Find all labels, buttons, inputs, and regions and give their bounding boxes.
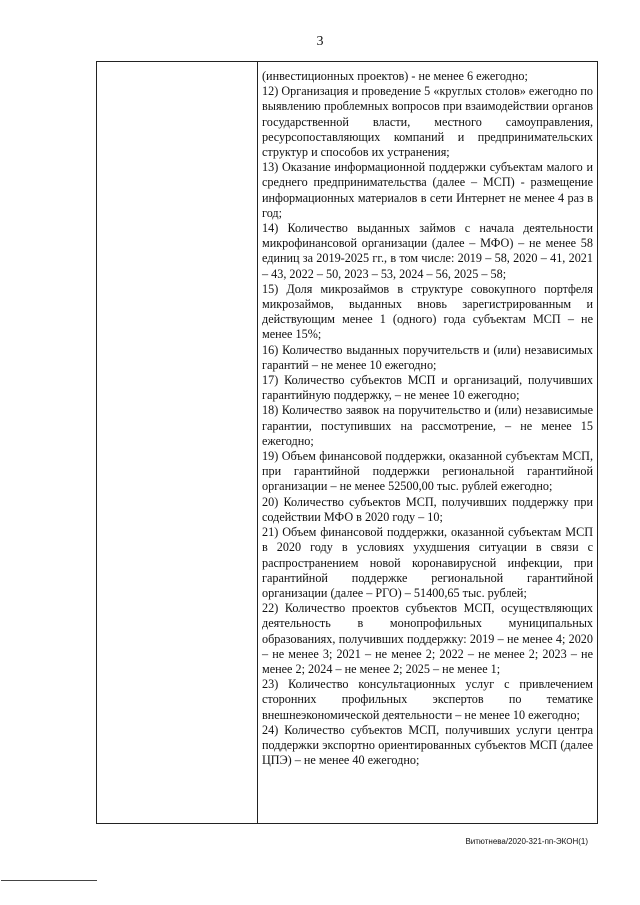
- list-item: 13) Оказание информационной поддержки субъектам малого и среднего предпринимательства (далее – МСП) - размещение информационных материалов в сети Интернет не менее 4 раз в год;: [262, 160, 593, 220]
- list-item: 17) Количество субъектов МСП и организаций, получивших гарантийную поддержку, – не менее 10 ежегодно;: [262, 373, 593, 403]
- document-code: Витютнева/2020-321-пп-ЭКОН(1): [465, 837, 588, 846]
- list-item: 18) Количество заявок на поручительство и (или) независимые гарантии, поступивших на рассмотрение, – не менее 15 ежегодно;: [262, 403, 593, 448]
- page-number: 3: [316, 34, 324, 49]
- list-item: 20) Количество субъектов МСП, получивших поддержку при содействии МФО в 2020 году – 10;: [262, 494, 593, 524]
- footnote-divider: [1, 880, 97, 881]
- list-item: (инвестиционных проектов) - не менее 6 ежегодно;: [262, 69, 528, 83]
- list-item: 12) Организация и проведение 5 «круглых столов» ежегодно по выявлению проблемных вопросов при взаимодействии органов государственной власти, местного самоуправления, ресурсопоставляющих компаний и предпринимательских структур и способов их устранения;: [262, 84, 593, 160]
- list-item: 15) Доля микрозаймов в структуре совокупного портфеля микрозаймов, выданных вновь зарегистрированным и действующим менее 1 (одного) года субъектам МСП – не менее 15%;: [262, 281, 593, 342]
- list-item: 23) Количество консультационных услуг с привлечением сторонних профильных экспертов по тематике внешнеэкономической деятельности – не менее 10 ежегодно;: [262, 677, 593, 722]
- list-item: 16) Количество выданных поручительств и (или) независимых гарантий – не менее 10 ежегодно;: [262, 342, 593, 372]
- table-right-column: [258, 62, 597, 823]
- list-item: 21) Объем финансовой поддержки, оказанной субъектам МСП в 2020 году в условиях ухудшения ситуации в связи с распространением новой коронавирусной инфекции, при гарантийной поддержке региональной гарантийной организации (далее – РГО) – 51400,65 тыс. рублей;: [262, 525, 593, 600]
- list-item: 24) Количество субъектов МСП, получивших услуги центра поддержки экспортно ориентированных субъектов МСП (далее ЦПЭ) – не менее 40 ежегодно;: [262, 722, 593, 768]
- list-item: 22) Количество проектов субъектов МСП, осуществляющих деятельность в монопрофильных муниципальных образованиях, получивших поддержку: 2019 – не менее 4; 2020 – не менее 3; 2021 – не менее 2; 2022 – не менее 2; 2023 – не менее 2; 2024 – не менее 2; 2025 – не менее 1;: [262, 601, 593, 676]
- table-left-column: [97, 62, 258, 823]
- indicators-table: [96, 61, 598, 824]
- list-item: 14) Количество выданных займов с начала деятельности микрофинансовой организации (далее – МФО) – не менее 58 единиц за 2019-2025 гг., в том числе: 2019 – 58, 2020 – 41, 2021 – 43, 2022 – 50, 2023 – 53, 2024 – 56, 2025 – 58;: [262, 221, 593, 281]
- list-item: 19) Объем финансовой поддержки, оказанной субъектам МСП, при гарантийной поддержки региональной гарантийной организации – не менее 52500,00 тыс. рублей ежегодно;: [262, 449, 593, 494]
